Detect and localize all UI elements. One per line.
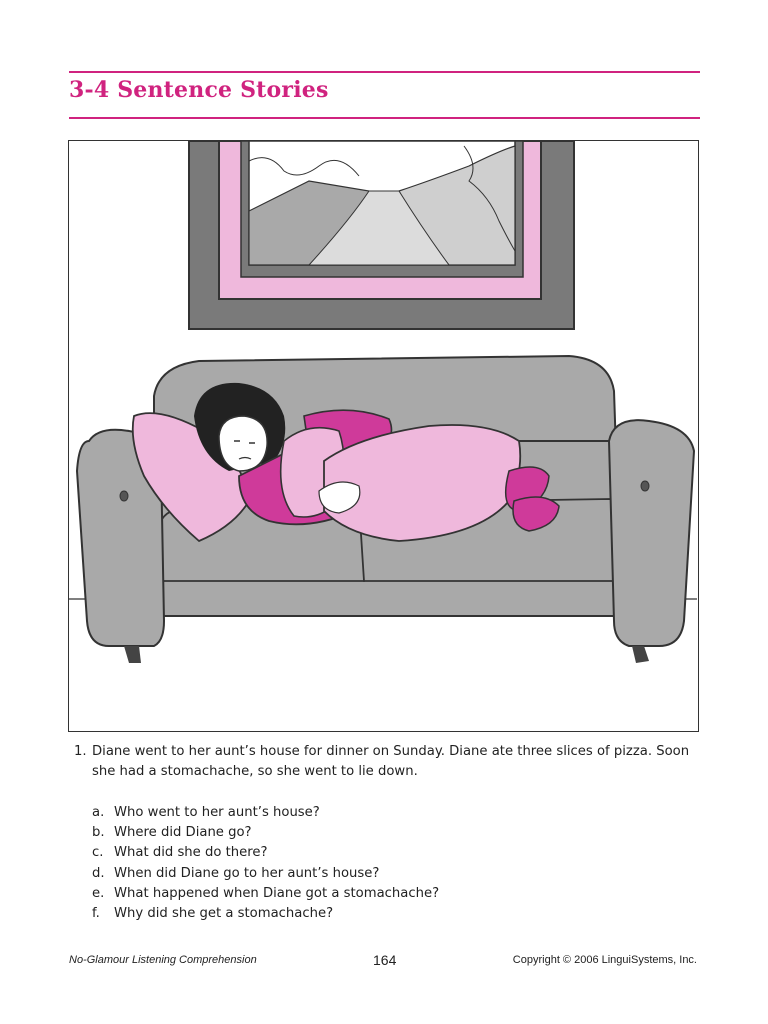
question-item bbox=[92, 864, 692, 884]
question-letter: c. bbox=[92, 845, 104, 861]
question-letter: d. bbox=[92, 865, 105, 881]
question-letter: e. bbox=[92, 885, 105, 901]
footer-page-number: 164 bbox=[373, 952, 397, 968]
question-letter: f. bbox=[92, 906, 100, 922]
question-list bbox=[92, 803, 692, 924]
question-item bbox=[92, 823, 692, 843]
story-number: 1. bbox=[74, 744, 87, 759]
question-item bbox=[92, 803, 692, 823]
question-text: Where did Diane go? bbox=[114, 825, 252, 841]
question-item bbox=[92, 843, 692, 863]
question-text: What did she do there? bbox=[114, 845, 268, 861]
question-text: What happened when Diane got a stomachache? bbox=[114, 885, 440, 901]
question-text: When did Diane go to her aunt’s house? bbox=[114, 865, 380, 881]
story-paragraph bbox=[74, 742, 704, 782]
header-rule-top bbox=[69, 71, 700, 73]
page-title: 3-4 Sentence Stories bbox=[69, 77, 329, 103]
question-text: Who went to her aunt’s house? bbox=[114, 805, 320, 820]
story-text: Diane went to her aunt’s house for dinner on Sunday. Diane ate three slices of pizza. Soon she had a stomachache, so she went to lie down. bbox=[92, 744, 690, 779]
girl-on-couch-drawing bbox=[69, 141, 697, 730]
framed-picture bbox=[189, 141, 574, 329]
header-rule-bottom bbox=[69, 117, 700, 119]
question-text: Why did she get a stomachache? bbox=[114, 906, 334, 922]
footer-book-title: No-Glamour Listening Comprehension bbox=[69, 954, 257, 966]
question-letter: b. bbox=[92, 825, 105, 841]
question-item bbox=[92, 884, 692, 904]
footer-copyright: Copyright © 2006 LinguiSystems, Inc. bbox=[512, 954, 697, 966]
question-item bbox=[92, 904, 692, 924]
question-letter: a. bbox=[92, 805, 105, 820]
story-illustration bbox=[68, 140, 699, 732]
